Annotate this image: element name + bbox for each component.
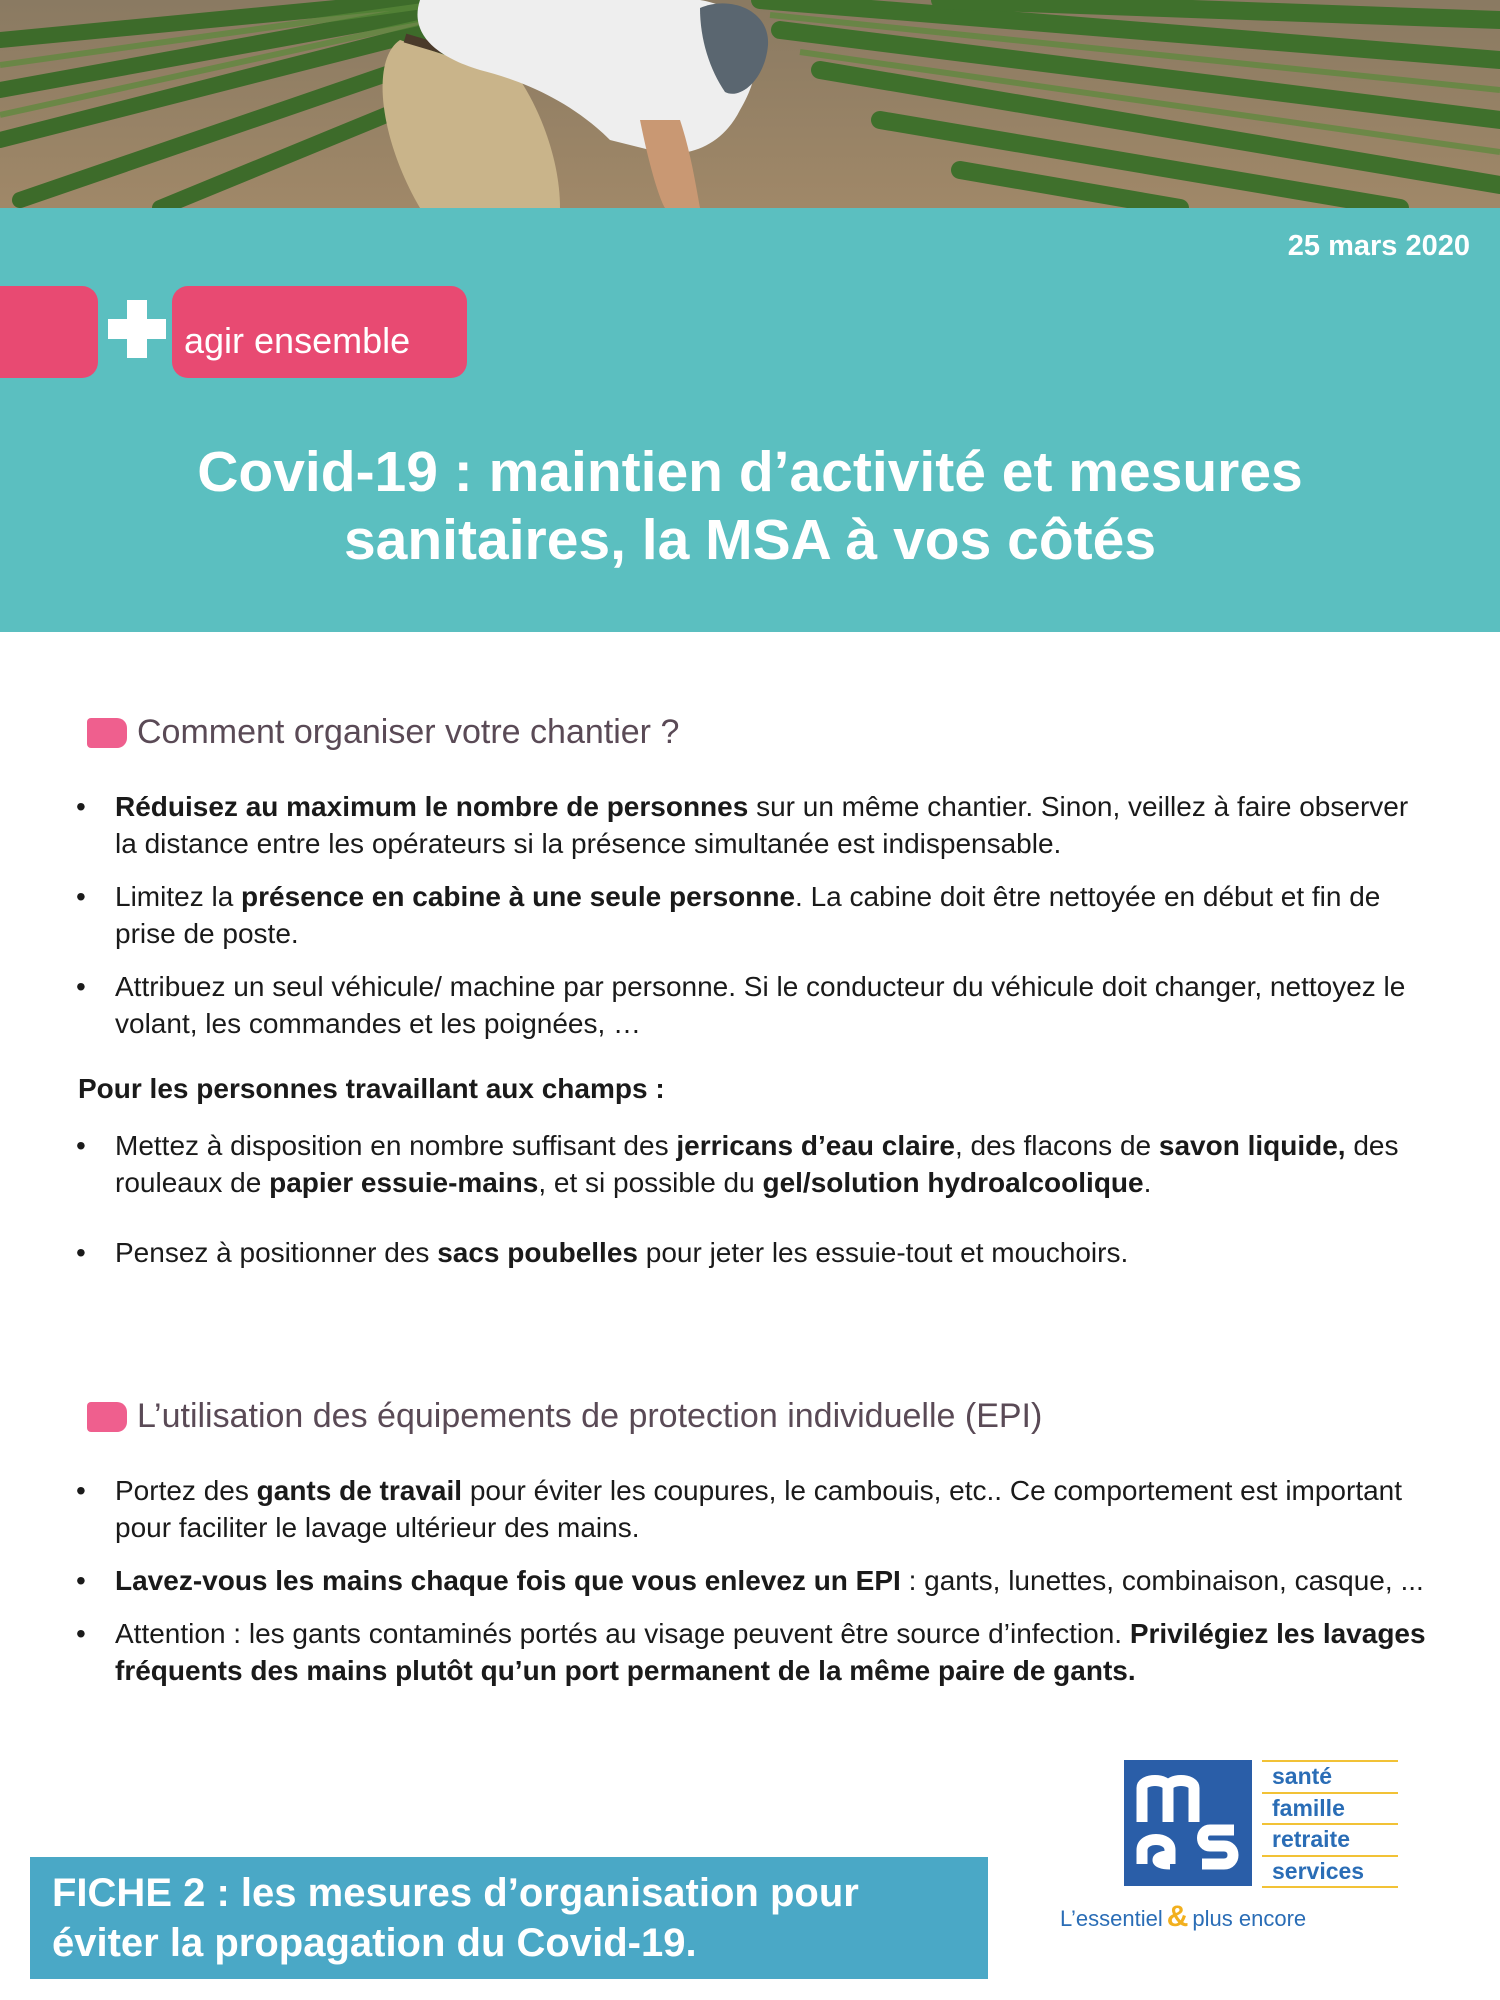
msa-word: retraite: [1262, 1823, 1398, 1855]
title-line-1: Covid-19 : maintien d’activité et mesures: [197, 440, 1303, 504]
list-item: • Lavez-vous les mains chaque fois que vous enlevez un EPI : gants, lunettes, combinaison, casque, ...: [76, 1562, 1426, 1599]
header-photo: [0, 0, 1500, 208]
title-line-2: sanitaires, la MSA à vos côtés: [343, 508, 1157, 572]
list-item: • Attention : les gants contaminés portés au visage peuvent être source d’infection. Privilégiez les lavages fréquents des mains plutôt qu’un port permanent de la même paire de gants.: [76, 1615, 1426, 1689]
heading-marker-icon: [87, 718, 127, 748]
subheading-champs: Pour les personnes travaillant aux champs :: [78, 1073, 665, 1104]
page-title: [40, 438, 1460, 574]
list-item: • Pensez à positionner des sacs poubelles pour jeter les essuie-tout et mouchoirs.: [76, 1234, 1426, 1271]
msa-word: famille: [1262, 1792, 1398, 1824]
list-item: • Attribuez un seul véhicule/ machine par personne. Si le conducteur du véhicule doit changer, nettoyez le volant, les commandes et les poignées, …: [76, 968, 1426, 1042]
bullet-list-champs: [76, 1127, 1426, 1271]
logo-left-block: [0, 286, 98, 378]
msa-tagline: L’essentiel & plus encore: [1060, 1900, 1307, 1933]
list-item: • Réduisez au maximum le nombre de personnes sur un même chantier. Sinon, veillez à faire observer la distance entre les opérateurs si la présence simultanée est indispensable.: [76, 788, 1426, 862]
bullet-list-epi: [76, 1472, 1426, 1689]
logo-text: agir ensemble: [184, 320, 411, 361]
plus-icon: [108, 300, 166, 358]
list-item: • Mettez à disposition en nombre suffisant des jerricans d’eau claire, des flacons de savon liquide, des rouleaux de papier essuie-mains, et si possible du gel/solution hydroalcoolique.: [76, 1127, 1426, 1201]
list-item: • Limitez la présence en cabine à une seule personne. La cabine doit être nettoyée en début et fin de prise de poste.: [76, 878, 1426, 952]
msa-word: santé: [1262, 1760, 1398, 1792]
publication-date: 25 mars 2020: [1287, 230, 1470, 262]
section-heading-text: L’utilisation des équipements de protection individuelle (EPI): [137, 1397, 1043, 1435]
fiche-box: [30, 1857, 988, 1979]
section-heading-text: Comment organiser votre chantier ?: [137, 713, 680, 751]
fiche-line-2: éviter la propagation du Covid-19.: [52, 1921, 697, 1965]
msa-logo-icon: [1124, 1760, 1252, 1886]
section-heading-chantier: [87, 713, 679, 752]
msa-words: [1262, 1760, 1398, 1888]
msa-word: services: [1262, 1855, 1398, 1889]
list-item: • Portez des gants de travail pour éviter les coupures, le cambouis, etc.. Ce comportement est important pour faciliter le lavage ultérieur des mains.: [76, 1472, 1426, 1546]
bullet-list-chantier: [76, 788, 1426, 1042]
heading-marker-icon: [87, 1402, 127, 1432]
fiche-line-1: FICHE 2 : les mesures d’organisation pour: [52, 1871, 859, 1915]
header-banner: [0, 208, 1500, 632]
section-heading-epi: [87, 1397, 1042, 1436]
